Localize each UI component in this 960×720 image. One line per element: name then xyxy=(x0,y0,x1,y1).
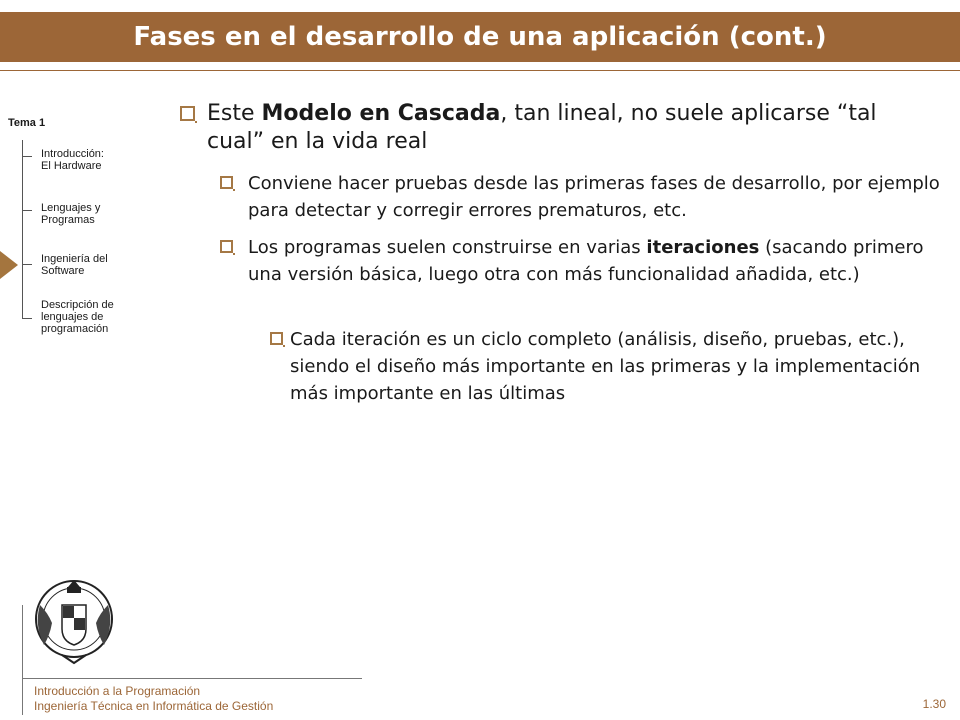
square-bullet-icon xyxy=(220,240,233,253)
bullet-bold-text: iteraciones xyxy=(646,237,760,258)
sidebar-item-label: Software xyxy=(41,265,85,277)
square-bullet-icon xyxy=(270,332,283,345)
university-seal-icon xyxy=(32,575,116,667)
sidebar-heading: Tema 1 xyxy=(8,117,46,129)
bullet-text-part: , tan lineal, no suele aplicarse “tal cual” en la vida real xyxy=(207,101,877,154)
footer-course: Introducción a la Programación xyxy=(34,684,201,698)
sidebar-tick xyxy=(22,318,32,319)
footer-degree: Ingeniería Técnica en Informática de Gestión xyxy=(34,699,274,713)
sidebar-item-label: Introducción: xyxy=(41,148,104,160)
square-bullet-icon xyxy=(180,106,195,121)
current-section-arrow-icon xyxy=(0,251,18,279)
sidebar-item-lenguajes[interactable] xyxy=(41,202,100,226)
sidebar-line xyxy=(22,140,23,318)
sidebar-item-label: programación xyxy=(41,323,109,335)
slide-title: Fases en el desarrollo de una aplicación (cont.) xyxy=(133,22,827,52)
sidebar-item-ingenieria[interactable] xyxy=(41,253,108,277)
sidebar-item-descripcion[interactable] xyxy=(41,299,114,335)
footer-horizontal-line xyxy=(22,678,362,679)
bullet-text-part: Los programas suelen construirse en varias xyxy=(248,237,647,258)
sidebar-tick xyxy=(22,264,32,265)
sidebar-item-label: lenguajes de xyxy=(41,311,104,323)
bullet-bold-text: Modelo en Cascada xyxy=(261,101,501,126)
bullet-level1 xyxy=(180,100,940,156)
bullet-text-part: Este xyxy=(207,101,262,126)
sidebar-tick xyxy=(22,156,32,157)
bullet-text-part: (sacando primero una versión básica, luego otra con más funcionalidad añadida, etc.) xyxy=(248,237,924,285)
sidebar-item-label: Descripción de xyxy=(41,299,114,311)
bullet-level2 xyxy=(220,170,950,224)
bullet-text xyxy=(220,234,950,288)
bullet-level2 xyxy=(220,234,950,288)
bullet-text: Conviene hacer pruebas desde las primeras fases de desarrollo, por ejemplo para detectar y corregir errores prematuros, etc. xyxy=(248,173,940,221)
bullet-text xyxy=(180,100,940,156)
bullet-text: Cada iteración es un ciclo completo (análisis, diseño, pruebas, etc.), siendo el diseño más importante en las primeras y la implementación más importante en las últimas xyxy=(290,329,921,404)
footer-vertical-line xyxy=(22,605,23,715)
square-bullet-icon xyxy=(220,176,233,189)
sidebar-item-introduccion[interactable] xyxy=(41,148,104,172)
sidebar-item-label: Ingeniería del xyxy=(41,253,108,265)
sidebar-item-label: Lenguajes y xyxy=(41,202,101,214)
page-number: 1.30 xyxy=(922,697,946,711)
title-rule xyxy=(0,70,960,71)
bullet-level3 xyxy=(270,326,950,407)
sidebar-item-label: El Hardware xyxy=(41,160,102,172)
sidebar-tick xyxy=(22,210,32,211)
sidebar-item-label: Programas xyxy=(41,214,95,226)
